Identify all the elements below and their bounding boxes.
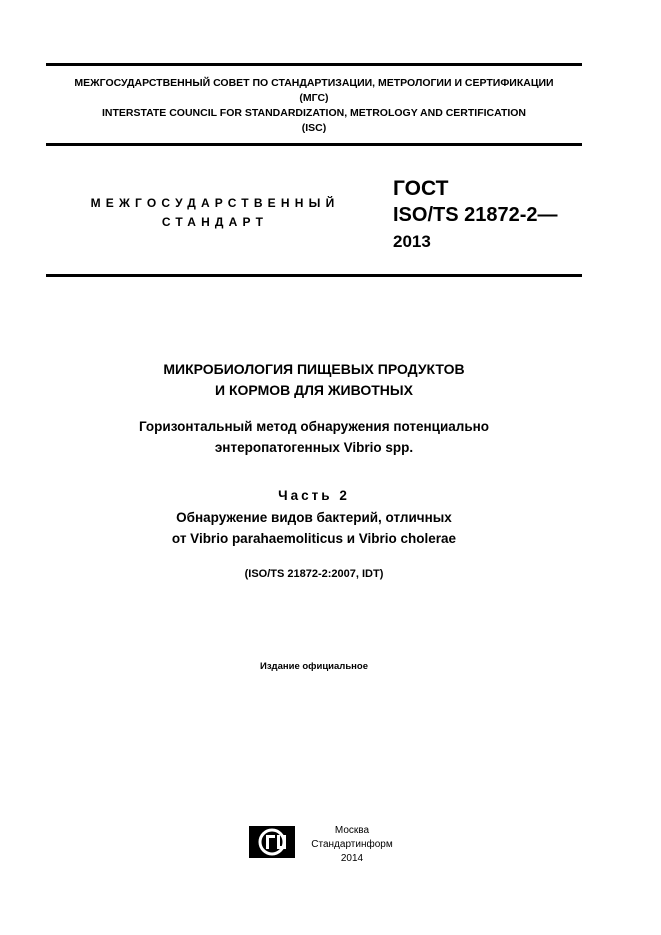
part-label: Часть 2 [278,488,350,503]
subtitle-line-1: Горизонтальный метод обнаружения потенциально [138,419,490,434]
publisher-city: Москва [334,825,370,836]
edition-note: Издание официальное [260,661,368,672]
part-title [46,507,582,549]
council-bottom-rule [46,143,582,146]
publisher-info [300,824,404,866]
title-line-2: И КОРМОВ ДЛЯ ЖИВОТНЫХ [215,382,413,398]
part-title-line-1: Обнаружение видов бактерий, отличных [176,510,452,525]
subtitle-line-2: энтеропатогенных Vibrio spp. [214,440,414,455]
council-name-ru: МЕЖГОСУДАРСТВЕННЫЙ СОВЕТ ПО СТАНДАРТИЗАЦИИ, МЕТРОЛОГИИ И СЕРТИФИКАЦИИ [74,77,554,89]
council-name-en: INTERSTATE COUNCIL FOR STANDARDIZATION, METROLOGY AND CERTIFICATION [101,107,527,119]
publisher-year: 2014 [340,853,364,864]
council-header [46,76,582,136]
publisher-name: Стандартинформ [311,839,393,850]
document-title [46,359,582,401]
designation-prefix: ГОСТ [393,177,449,200]
standard-type-line1: МЕЖГОСУДАРСТВЕННЫЙ [90,196,340,210]
standard-type-line2: СТАНДАРТ [161,215,269,229]
title-line-1: МИКРОБИОЛОГИЯ ПИЩЕВЫХ ПРОДУКТОВ [163,361,465,377]
publisher-logo-icon [249,826,295,858]
standard-type-label [70,194,360,232]
top-rule [46,63,582,66]
designation-year: 2013 [393,232,431,251]
designation-bottom-rule [46,274,582,277]
designation-number: ISO/TS 21872-2— [393,204,558,226]
council-abbr-ru: (МГС) [299,92,329,104]
document-subtitle [46,416,582,458]
standard-designation [393,175,558,255]
council-abbr-en: (ISC) [301,122,327,134]
part-title-line-2: от Vibrio parahaemoliticus и Vibrio cholerae [171,531,457,546]
iso-reference: (ISO/TS 21872-2:2007, IDT) [244,568,384,580]
